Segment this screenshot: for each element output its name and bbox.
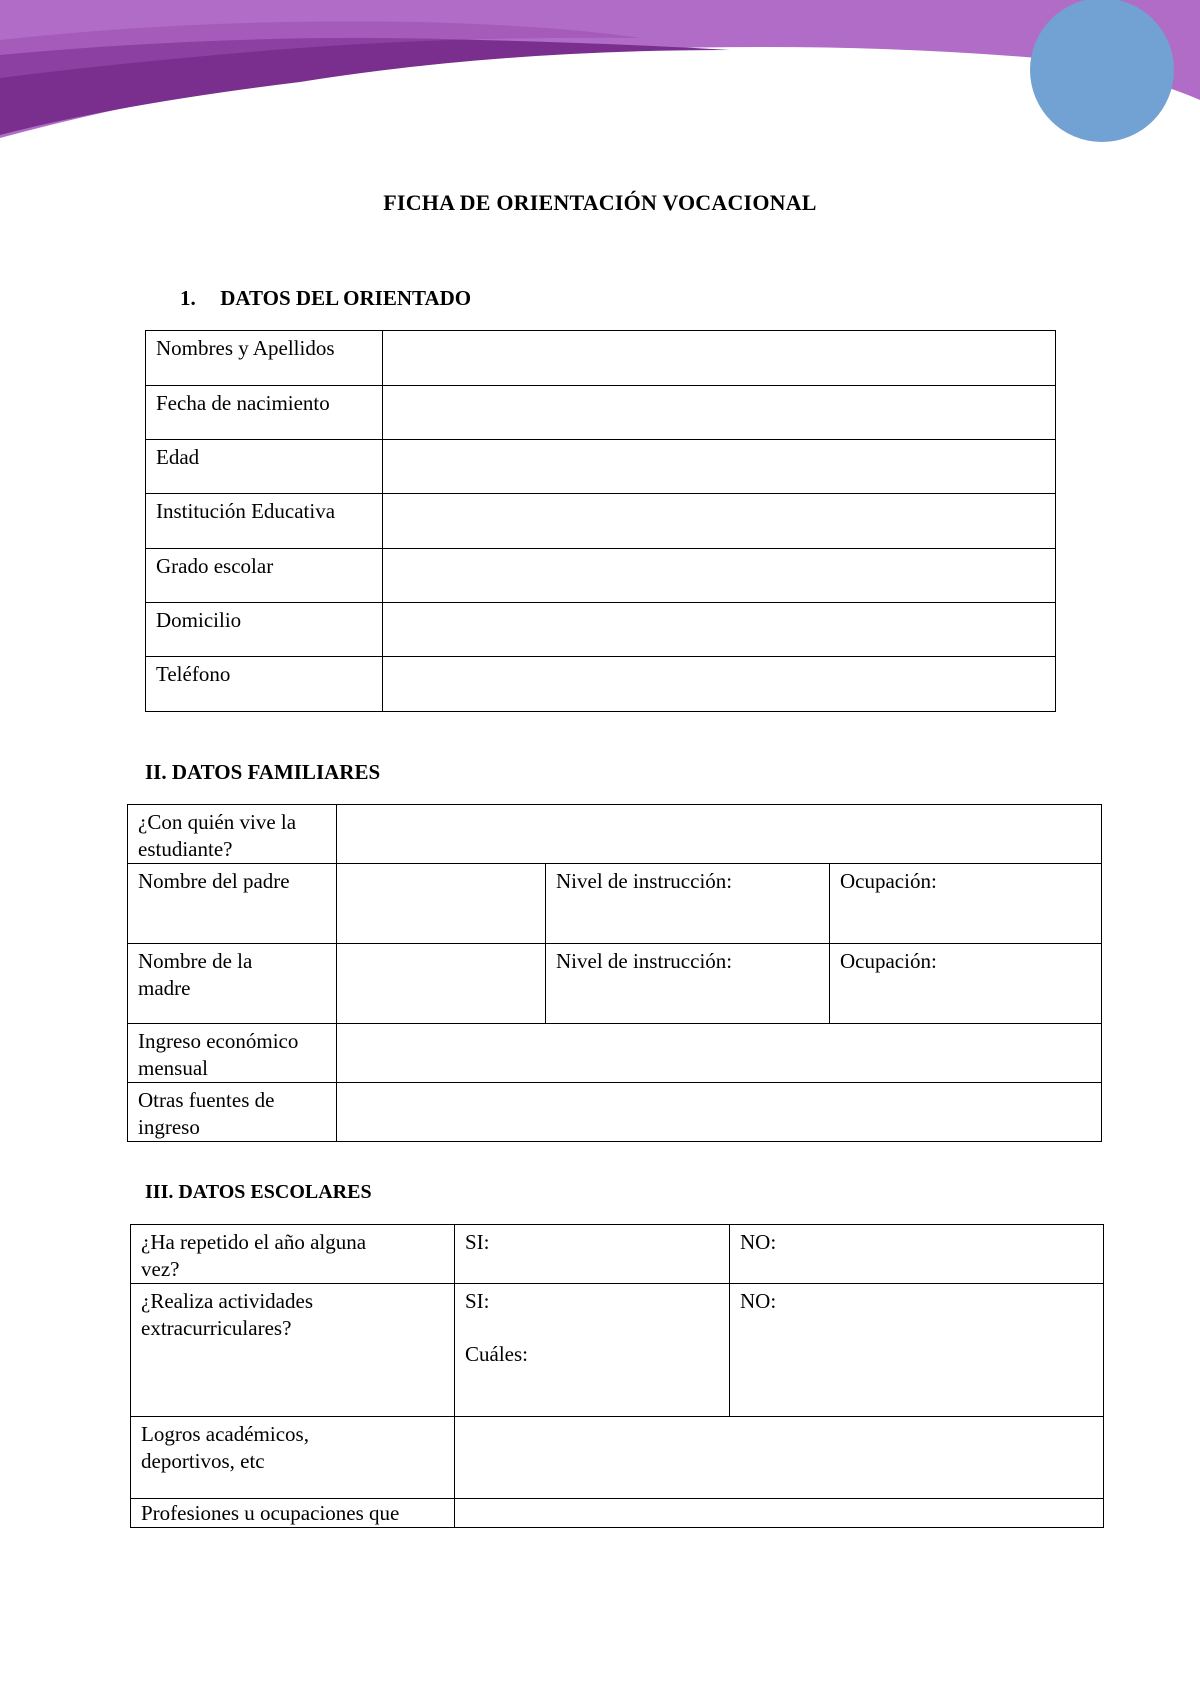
father-name-field[interactable] [337,864,546,944]
phone-label: Teléfono [146,657,383,712]
mother-name-label: Nombre de la madre [128,944,337,1024]
cohabitant-field[interactable] [337,805,1102,864]
extracurricular-which-label: Cuáles: [465,1342,528,1366]
table-row [146,331,1056,386]
table-row [128,864,1102,944]
other-income-field[interactable] [337,1083,1102,1142]
other-income-label: Otras fuentes de ingreso [128,1083,337,1142]
table-row [146,386,1056,440]
section-1-title: DATOS DEL ORIENTADO [220,286,472,310]
age-label: Edad [146,440,383,494]
mother-occupation-field[interactable]: Ocupación: [830,944,1102,1024]
extracurricular-yes-field[interactable] [455,1284,730,1417]
achievements-field[interactable] [455,1417,1104,1499]
grade-field[interactable] [383,549,1056,603]
mother-name-field[interactable] [337,944,546,1024]
table-row [128,1024,1102,1083]
section-3-heading: III. DATOS ESCOLARES [145,1181,372,1203]
table-row [128,805,1102,864]
father-occupation-field[interactable]: Ocupación: [830,864,1102,944]
table-row [131,1225,1104,1284]
phone-field[interactable] [383,657,1056,712]
blue-circle-decoration [1030,0,1174,142]
professions-field[interactable] [455,1499,1104,1528]
table-row [146,603,1056,657]
achievements-label: Logros académicos, deportivos, etc [131,1417,455,1499]
monthly-income-label: Ingreso económico mensual [128,1024,337,1083]
full-name-label: Nombres y Apellidos [146,331,383,386]
family-data-table [127,804,1102,1142]
header-wave-decoration [0,0,1200,160]
address-field[interactable] [383,603,1056,657]
extracurricular-no-field[interactable]: NO: [730,1284,1104,1417]
section-1-number: 1. [180,286,196,310]
school-field[interactable] [383,494,1056,549]
section-2-heading: II. DATOS FAMILIARES [145,760,381,784]
table-row [131,1499,1104,1528]
repeated-year-label: ¿Ha repetido el año alguna vez? [131,1225,455,1284]
professions-label: Profesiones u ocupaciones que [131,1499,455,1528]
table-row [146,440,1056,494]
extracurricular-label: ¿Realiza actividades extracurriculares? [131,1284,455,1417]
table-row [128,1083,1102,1142]
full-name-field[interactable] [383,331,1056,386]
father-education-field[interactable]: Nivel de instrucción: [546,864,830,944]
table-row [131,1284,1104,1417]
birth-date-field[interactable] [383,386,1056,440]
grade-label: Grado escolar [146,549,383,603]
section-1-heading [180,286,471,311]
cohabitant-label: ¿Con quién vive la estudiante? [128,805,337,864]
monthly-income-field[interactable] [337,1024,1102,1083]
student-data-table [145,330,1056,712]
school-label: Institución Educativa [146,494,383,549]
table-row [146,494,1056,549]
table-row [146,549,1056,603]
age-field[interactable] [383,440,1056,494]
mother-education-field[interactable]: Nivel de instrucción: [546,944,830,1024]
school-data-table [130,1224,1104,1528]
table-row [128,944,1102,1024]
table-row [131,1417,1104,1499]
birth-date-label: Fecha de nacimiento [146,386,383,440]
repeated-year-no-field[interactable]: NO: [730,1225,1104,1284]
document-title: FICHA DE ORIENTACIÓN VOCACIONAL [383,190,817,215]
repeated-year-yes-field[interactable]: SI: [455,1225,730,1284]
table-row [146,657,1056,712]
father-name-label: Nombre del padre [128,864,337,944]
address-label: Domicilio [146,603,383,657]
extracurricular-yes-label: SI: [465,1289,490,1313]
